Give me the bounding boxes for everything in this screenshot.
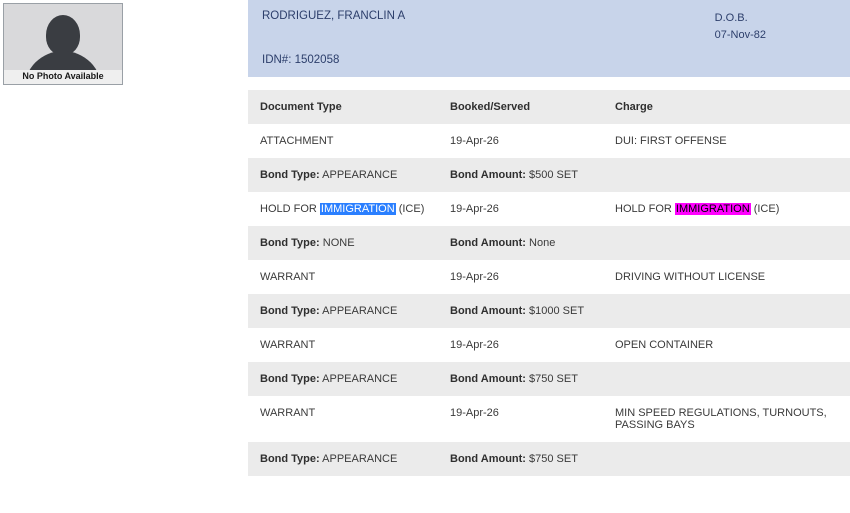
bond-amount-label: Bond Amount:	[450, 305, 526, 317]
cell-document-type	[248, 192, 438, 226]
cell-bond-type	[248, 362, 438, 396]
dob-block	[715, 10, 766, 44]
cell-booked-served: 19-Apr-26	[438, 192, 603, 226]
photo-placeholder	[3, 3, 123, 85]
cell-bond-amount	[438, 294, 603, 328]
cell-charge: OPEN CONTAINER	[603, 328, 850, 362]
bond-amount-label: Bond Amount:	[450, 237, 526, 249]
cell-document-type: WARRANT	[248, 396, 438, 442]
inmate-name: RODRIGUEZ, FRANCLIN A	[262, 10, 406, 22]
photo-caption: No Photo Available	[4, 70, 122, 84]
cell-charge	[603, 158, 850, 192]
record-header	[248, 0, 850, 44]
cell-document-type: ATTACHMENT	[248, 124, 438, 158]
cell-bond-type	[248, 294, 438, 328]
column-header-booked-served: Booked/Served	[438, 90, 603, 124]
table-row	[248, 124, 850, 158]
table-row	[248, 328, 850, 362]
bond-amount-label: Bond Amount:	[450, 453, 526, 465]
table-row	[248, 294, 850, 328]
dob-label: D.O.B.	[714, 12, 748, 24]
highlight-immigration-blue: IMMIGRATION	[320, 203, 395, 215]
cell-booked-served: 19-Apr-26	[438, 328, 603, 362]
column-header-charge: Charge	[603, 90, 850, 124]
highlight-immigration-magenta: IMMIGRATION	[675, 203, 750, 215]
cell-bond-type	[248, 442, 438, 476]
cell-charge	[603, 192, 850, 226]
cell-charge	[603, 226, 850, 260]
cell-charge: MIN SPEED REGULATIONS, TURNOUTS, PASSING BAYS	[603, 396, 850, 442]
dob-value: 07-Nov-82	[714, 29, 766, 42]
bond-amount-value: $1000 SET	[529, 305, 585, 317]
bond-type-label: Bond Type:	[260, 237, 320, 249]
table-row	[248, 396, 850, 442]
cell-bond-amount	[438, 158, 603, 192]
bond-type-value: APPEARANCE	[322, 305, 398, 317]
table-row	[248, 442, 850, 476]
bond-type-value: APPEARANCE	[322, 169, 398, 181]
bond-type-value: APPEARANCE	[322, 453, 398, 465]
cell-booked-served: 19-Apr-26	[438, 396, 603, 442]
bond-amount-label: Bond Amount:	[450, 373, 526, 385]
cell-charge	[603, 442, 850, 476]
table-row	[248, 158, 850, 192]
cell-charge	[603, 294, 850, 328]
cell-document-type: WARRANT	[248, 328, 438, 362]
idn-number: IDN#: 1502058	[248, 44, 850, 77]
hold-suffix: (ICE)	[395, 203, 425, 215]
table-row	[248, 192, 850, 226]
table-row	[248, 260, 850, 294]
cell-bond-type	[248, 226, 438, 260]
cell-charge: DUI: FIRST OFFENSE	[603, 124, 850, 158]
cell-charge	[603, 362, 850, 396]
bond-amount-value: None	[529, 237, 556, 249]
cell-bond-type	[248, 158, 438, 192]
bond-amount-value: $750 SET	[529, 373, 578, 385]
bond-type-value: APPEARANCE	[322, 373, 398, 385]
cell-bond-amount	[438, 362, 603, 396]
bond-type-value: NONE	[322, 237, 355, 249]
hold-prefix: HOLD FOR	[260, 203, 320, 215]
column-header-document-type: Document Type	[248, 90, 438, 124]
inmate-record-panel	[248, 0, 850, 476]
bond-type-label: Bond Type:	[260, 169, 320, 181]
charge-prefix: HOLD FOR	[615, 203, 675, 215]
panel-spacer	[248, 77, 850, 90]
table-row	[248, 362, 850, 396]
cell-booked-served: 19-Apr-26	[438, 260, 603, 294]
cell-document-type: WARRANT	[248, 260, 438, 294]
cell-charge: DRIVING WITHOUT LICENSE	[603, 260, 850, 294]
bond-type-label: Bond Type:	[260, 373, 320, 385]
bond-type-label: Bond Type:	[260, 305, 320, 317]
charges-table	[248, 90, 850, 476]
bond-type-label: Bond Type:	[260, 453, 320, 465]
table-header-row	[248, 90, 850, 124]
cell-booked-served: 19-Apr-26	[438, 124, 603, 158]
cell-bond-amount	[438, 226, 603, 260]
table-row	[248, 226, 850, 260]
bond-amount-value: $500 SET	[529, 169, 578, 181]
bond-amount-label: Bond Amount:	[450, 169, 526, 181]
cell-bond-amount	[438, 442, 603, 476]
charge-suffix: (ICE)	[750, 203, 780, 215]
bond-amount-value: $750 SET	[529, 453, 578, 465]
